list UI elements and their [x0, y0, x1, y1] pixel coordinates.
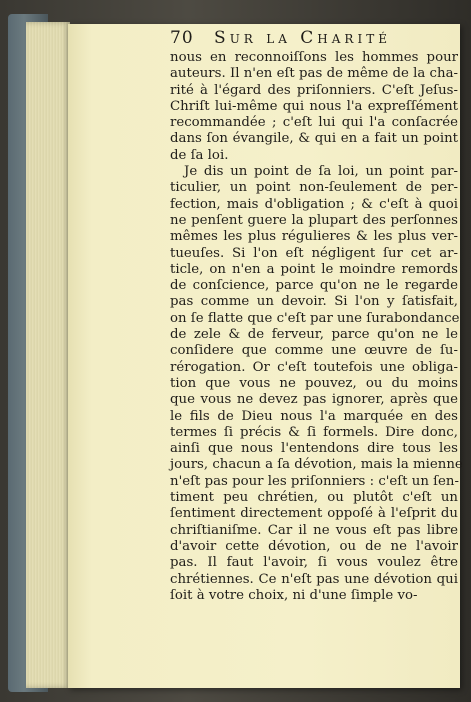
text-line: Je dis un point de ſa loi, un point par-	[184, 164, 458, 180]
text-line: chriſtianiſme. Car il ne vous eſt pas libre	[170, 522, 458, 538]
text-line: rité à l'égard des priſonniers. C'eſt Jeſus-	[170, 82, 458, 98]
text-line: ticulier, un point non-ſeulement de per-	[170, 180, 458, 196]
text-line: termes ſi précis & ſi formels. Dire donc,	[170, 424, 458, 440]
text-line: ticle, on n'en a point le moindre remords	[170, 261, 458, 277]
paragraph	[170, 50, 458, 164]
page-stack-edge	[26, 22, 70, 688]
text-line: pas comme un devoir. Si l'on y ſatisfait,	[170, 294, 458, 310]
text-line: ne penſent guere la plupart des perſonnes	[170, 212, 458, 228]
text-line: de ſa loi.	[170, 147, 229, 163]
text-line: ſentiment directement oppoſé à l'eſprit du	[170, 506, 458, 522]
text-line: Chriſt lui-même qui nous l'a expreſſément	[170, 98, 458, 114]
text-line: timent peu chrétien, ou plutôt c'eſt un	[170, 490, 458, 506]
running-title: Sur la Charité	[214, 28, 391, 48]
text-line: de conſcience, parce qu'on ne le regarde	[170, 278, 458, 294]
text-line: pas. Il faut l'avoir, ſi vous voulez être	[170, 555, 458, 571]
text-line: ainſi que nous l'entendons dire tous les	[170, 441, 458, 457]
text-line: conſidere que comme une œuvre de ſu-	[170, 343, 458, 359]
text-line: dans ſon évangile, & qui en a fait un point	[170, 131, 458, 147]
text-line: le fils de Dieu nous l'a marquée en des	[170, 408, 458, 424]
text-line: recommandée ; c'eſt lui qui l'a conſacrée	[170, 115, 458, 131]
text-line: d'avoir cette dévotion, ou de ne l'avoir	[170, 538, 458, 554]
text-line: on ſe flatte que c'eſt par une ſurabondance	[170, 310, 460, 326]
text-line: mêmes les plus régulieres & les plus ver-	[170, 229, 458, 245]
text-line: que vous ne devez pas ignorer, après que	[170, 392, 458, 408]
book-page	[68, 24, 463, 688]
text-line: fection, mais d'obligation ; & c'eſt à quoi	[170, 196, 458, 212]
text-line: jours, chacun a ſa dévotion, mais la mienne	[170, 457, 463, 473]
body-text	[170, 50, 463, 604]
text-line: nous en reconnoiſſons les hommes pour	[170, 50, 458, 65]
text-line: auteurs. Il n'en eſt pas de même de la cha-	[170, 66, 458, 82]
text-line: n'eſt pas pour les priſonniers : c'eſt un ſen-	[170, 473, 459, 489]
text-line: tueuſes. Si l'on eſt négligent ſur cet ar-	[170, 245, 458, 261]
text-line: chrétiennes. Ce n'eſt pas une dévotion qui	[170, 571, 458, 587]
paragraph	[170, 164, 463, 604]
text-line: rérogation. Or c'eſt toutefois une obliga-	[170, 359, 458, 375]
text-line: de zele & de ferveur, parce qu'on ne le	[170, 327, 458, 343]
text-line: tion que vous ne pouvez, ou du moins	[170, 375, 458, 391]
text-line: ſoit à votre choix, ni d'une ſimple vo-	[170, 587, 418, 603]
page-number: 70	[170, 28, 194, 48]
